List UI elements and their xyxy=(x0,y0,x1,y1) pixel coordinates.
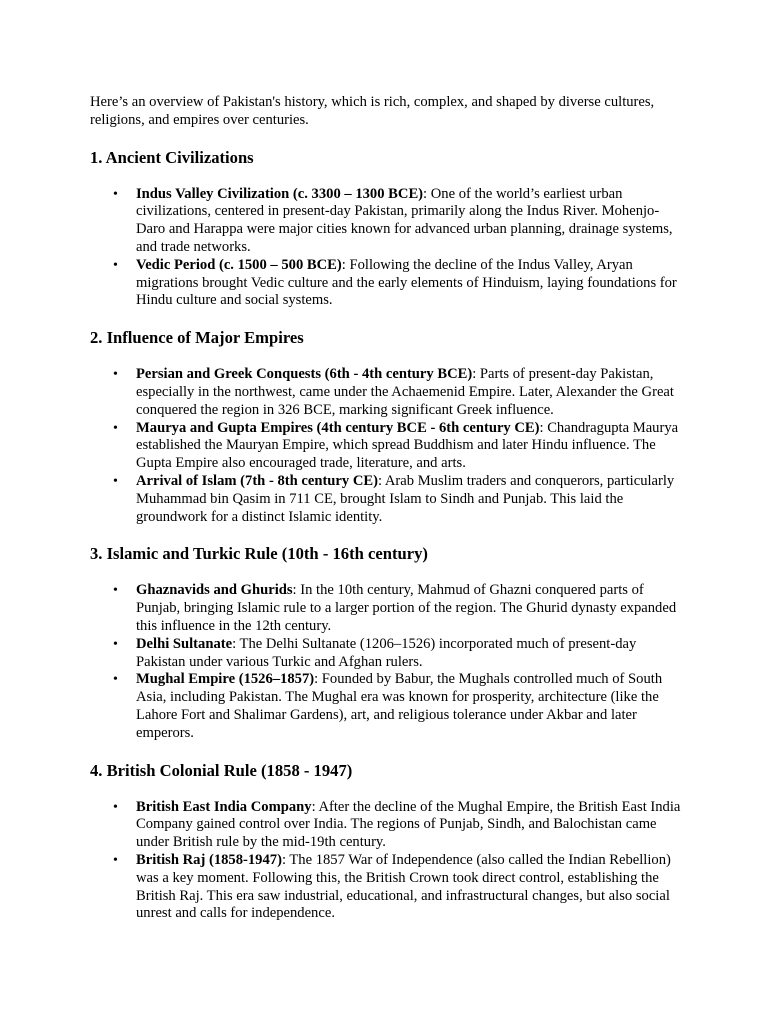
bullet-icon: • xyxy=(113,257,118,273)
item-term: Persian and Greek Conquests (6th - 4th century BCE) xyxy=(136,366,473,383)
list-item xyxy=(90,582,682,635)
bullet-icon: • xyxy=(113,799,118,815)
section-british-colonial-rule xyxy=(90,761,682,924)
bullet-list xyxy=(90,582,682,742)
item-term: British East India Company xyxy=(136,798,312,815)
bullet-icon: • xyxy=(113,672,118,688)
section-heading: 4. British Colonial Rule (1858 - 1947) xyxy=(90,760,353,780)
item-text: : In the 10th century, Mahmud of Ghazni conquered parts of Punjab, bringing Islamic rule to a larger portion of the region. The Ghurid dynasty expanded this influence in the 12th century. xyxy=(136,582,677,634)
bullet-icon: • xyxy=(113,186,118,202)
bullet-icon: • xyxy=(113,852,118,868)
section-heading: 2. Influence of Major Empires xyxy=(90,328,304,348)
section-heading: 1. Ancient Civilizations xyxy=(90,147,254,167)
item-term: Arrival of Islam (7th - 8th century CE) xyxy=(136,472,378,489)
item-text: : Parts of present-day Pakistan, especially in the northwest, came under the Achaemenid Empire. Later, Alexander the Great conquered the region in 326 BCE, marking significant Greek influence. xyxy=(136,366,674,418)
list-item xyxy=(90,671,682,742)
item-term: Mughal Empire (1526–1857) xyxy=(136,671,315,688)
list-item xyxy=(90,799,682,852)
bullet-icon: • xyxy=(113,583,118,599)
section-ancient-civilizations xyxy=(90,148,682,311)
item-term: Ghaznavids and Ghurids xyxy=(136,582,293,599)
list-item xyxy=(90,473,682,526)
list-item xyxy=(90,186,682,257)
bullet-icon: • xyxy=(113,367,118,383)
list-item xyxy=(90,420,682,473)
item-text: : The Delhi Sultanate (1206–1526) incorporated much of present-day Pakistan under various Turkic and Afghan rulers. xyxy=(136,635,637,670)
section-major-empires xyxy=(90,328,682,526)
section-islamic-turkic-rule xyxy=(90,544,682,742)
item-term: Delhi Sultanate xyxy=(136,635,233,652)
item-term: Vedic Period (c. 1500 – 500 BCE) xyxy=(136,256,342,273)
item-text: : One of the world’s earliest urban civilizations, centered in present-day Pakistan, primarily along the Indus River. Mohenjo-Daro and Harappa were major cities known for advanced urban planning, drainage systems, and trade networks. xyxy=(136,185,673,255)
item-text: : The 1857 War of Independence (also called the Indian Rebellion) was a key moment. Following this, the British Crown took direct control, establishing the British Raj. This era saw industrial, educational, and infrastructural changes, but also social unrest and calls for independence. xyxy=(136,851,671,922)
bullet-icon: • xyxy=(113,636,118,652)
list-item xyxy=(90,636,682,672)
bullet-list xyxy=(90,366,682,526)
item-term: Maurya and Gupta Empires (4th century BCE - 6th century CE) xyxy=(136,419,540,436)
item-text: : Following the decline of the Indus Valley, Aryan migrations brought Vedic culture and the early elements of Hinduism, laying foundations for Hindu culture and social systems. xyxy=(136,256,677,309)
intro-paragraph: Here’s an overview of Pakistan's history, which is rich, complex, and shaped by diverse cultures, religions, and empires over centuries. xyxy=(90,94,655,128)
section-heading: 3. Islamic and Turkic Rule (10th - 16th century) xyxy=(90,544,428,564)
bullet-list xyxy=(90,186,682,311)
bullet-icon: • xyxy=(113,473,118,489)
item-text: : Founded by Babur, the Mughals controlled much of South Asia, including Pakistan. The Mughal era was known for prosperity, architecture (like the Lahore Fort and Shalimar Gardens), art, and religious tolerance under Akbar and later emperors. xyxy=(136,671,663,741)
list-item xyxy=(90,852,682,923)
bullet-icon: • xyxy=(113,420,118,436)
bullet-list xyxy=(90,799,682,924)
item-term: Indus Valley Civilization (c. 3300 – 1300 BCE) xyxy=(136,185,424,202)
item-text: : Chandragupta Maurya established the Mauryan Empire, which spread Buddhism and later Hindu influence. The Gupta Empire also encouraged trade, literature, and arts. xyxy=(136,419,679,472)
item-term: British Raj (1858-1947) xyxy=(136,851,282,868)
item-text: : Arab Muslim traders and conquerors, particularly Muhammad bin Qasim in 711 CE, brought Islam to Sindh and Punjab. This laid the groundwork for a distinct Islamic identity. xyxy=(136,472,675,525)
list-item xyxy=(90,366,682,419)
item-text: : After the decline of the Mughal Empire, the British East India Company gained control over India. The regions of Punjab, Sindh, and Balochistan came under British rule by the mid-19th century. xyxy=(136,798,681,851)
list-item xyxy=(90,257,682,310)
